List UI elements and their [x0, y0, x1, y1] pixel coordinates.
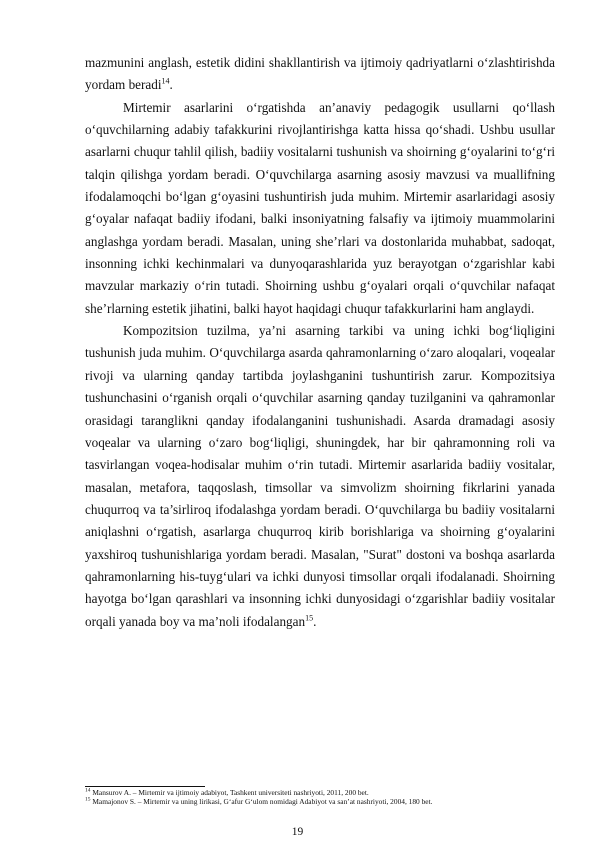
- footnote: [85, 797, 555, 806]
- paragraph-teaching-methods: [85, 97, 555, 320]
- footnote-text: Mamajonov S. – Mirtemir va uning lirikasi, G‘afur G‘ulom nomidagi Adabiyot va san’at nashriyoti, 2004, 180 bet.: [90, 797, 433, 807]
- footnote-reference[interactable]: 14: [161, 76, 170, 86]
- footnote-mark: 14: [85, 787, 91, 794]
- paragraph-text: Mirtemir asarlarini o‘rgatishda an’anaviy pedagogik usullarni qo‘llash o‘quvchilarning adabiy tafakkurini rivojlantirishga katta hissa qo‘shadi. Ushbu usullar asarlarni chuqur tahlil qilish, badiiy vositalarni tushunish va shoirning g‘oyalarini to‘g‘ri talqin qilishga yordam beradi. O‘quvchilarga asarning asosiy mavzusi va muallifning ifodalamoqchi bo‘lgan g‘oyasini tushuntirish juda muhim. Mirtemir asarlaridagi asosiy g‘oyalar nafaqat badiiy ifodani, balki insoniyatning falsafiy va ijtimoiy muammolarini anglashga yordam beradi. Masalan, uning she’rlari va dostonlarida muhabbat, sadoqat, insonning ichki kechinmalari va dunyoqarashlarida yuz berayotgan o‘zgarishlar kabi mavzular markaziy o‘rin tutadi. Shoirning ushbu g‘oyalari orqali o‘quvchilar nafaqat she’rlarning estetik jihatini, balki hayot haqidagi chuqur tafakkurlarini ham anglaydi.: [85, 99, 555, 316]
- footnote-mark: 15: [85, 796, 91, 803]
- footnote: [85, 788, 555, 797]
- paragraph-continuation: [85, 52, 555, 97]
- footnote-reference[interactable]: 15: [305, 613, 314, 623]
- paragraph-composition: [85, 320, 555, 633]
- footnote-text: Mansurov A. – Mirtemir va ijtimoiy adabiyot, Tashkent universiteti nashriyoti, 2011, 200 bet.: [90, 788, 369, 797]
- body-text: [85, 52, 555, 633]
- paragraph-text: Kompozitsion tuzilma, ya’ni asarning tarkibi va uning ichki bog‘liqligini tushunish juda muhim. O‘quvchilarga asarda qahramonlarning o‘zaro aloqalari, voqealar rivoji va ularning qanday tartibda joylashganini tushuntirish zarur. Kompozitsiya tushunchasini o‘rganish orqali o‘quvchilar asarning qanday tuzilganini va qahramonlar orasidagi taranglikni qanday ifodalanganini tushunishadi. Asarda dramadagi asosiy voqealar va ularning o‘zaro bog‘liqligi, shuningdek, har bir qahramonning roli va tasvirlangan voqea-hodisalar muhim o‘rin tutadi. Mirtemir asarlarida badiiy vositalar, masalan, metafora, taqqoslash, timsollar va simvolizm shoirning fikrlarini yanada chuqurroq va ta’sirliroq ifodalashga yordam beradi. O‘quvchilarga bu badiiy vositalarni aniqlashni o‘rgatish, asarlarga chuqurroq kirib borishlariga va shoirning g‘oyalarini yaxshiroq tushunishlariga yordam beradi. Masalan, "Surat" dostoni va boshqa asarlarda qahramonlarning his-tuyg‘ulari va ichki dunyosi timsollar orqali ifodalanadi. Shoirning hayotga bo‘lgan qarashlari va insonning ichki dunyosidagi o‘zgarishlar badiiy vositalar orqali yanada boy va ma’noli ifodalangan: [85, 323, 555, 629]
- paragraph-end-punctuation: .: [169, 77, 173, 93]
- footnote-separator: [85, 786, 205, 787]
- footnotes: [85, 788, 555, 807]
- page-number: 19: [291, 826, 304, 838]
- paragraph-text: mazmunini anglash, estetik didini shakllantirish va ijtimoiy qadriyatlarni o‘zlashtirishda yordam beradi: [85, 55, 555, 93]
- paragraph-end-punctuation: .: [313, 613, 317, 629]
